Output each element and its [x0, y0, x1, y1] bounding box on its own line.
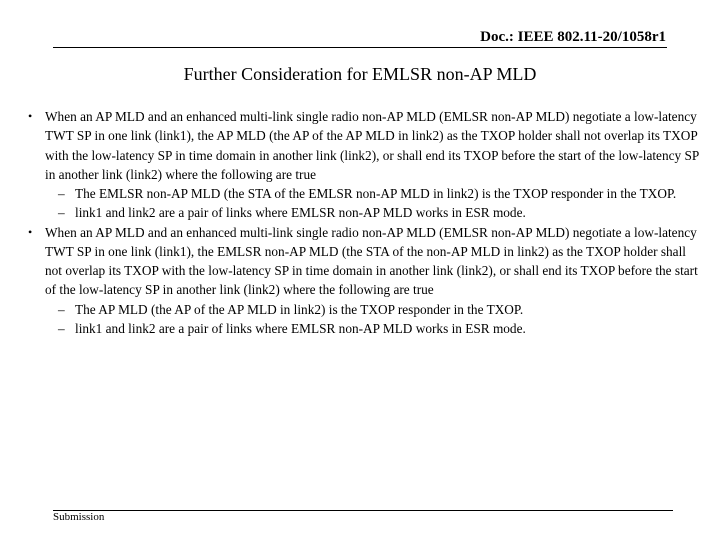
- bullet-marker: •: [28, 224, 33, 239]
- sub-bullet-marker: –: [58, 301, 65, 317]
- slide-content: [0, 107, 720, 338]
- bullet-item: [0, 107, 700, 184]
- footer-submission-label: Submission: [53, 511, 105, 523]
- header-divider: [53, 47, 667, 48]
- sub-bullet-item: [0, 184, 700, 203]
- slide-title: Further Consideration for EMLSR non-AP MLD: [183, 64, 537, 84]
- sub-bullet-marker: –: [58, 186, 65, 201]
- sub-bullet-text: The AP MLD (the AP of the AP MLD in link2) is the TXOP responder in the TXOP.: [75, 301, 524, 317]
- sub-bullet-text: link1 and link2 are a pair of links where EMLSR non-AP MLD works in ESR mode.: [75, 205, 526, 221]
- document-id: Doc.: IEEE 802.11-20/1058r1: [480, 29, 666, 45]
- bullet-marker: •: [28, 109, 33, 123]
- bullet-text: When an AP MLD and an enhanced multi-link single radio non-AP MLD (EMLSR non-AP MLD) negotiate a low-latency TWT SP in one link (link1), the EMLSR non-AP MLD (the STA of the non-AP MLD in link2) as the TXOP holder shall not overlap its TXOP with the low-latency SP in time domain in another link (link2), or shall end its TXOP before the start of the low-latency SP in another link (link2) where the following are true: [45, 224, 698, 298]
- sub-bullet-text: The EMLSR non-AP MLD (the STA of the EMLSR non-AP MLD in link2) is the TXOP responder in the TXOP.: [75, 186, 677, 201]
- sub-bullet-text: link1 and link2 are a pair of links where EMLSR non-AP MLD works in ESR mode.: [75, 320, 526, 336]
- sub-bullet-marker: –: [58, 320, 65, 336]
- footer-divider: [53, 510, 673, 511]
- sub-bullet-marker: –: [58, 205, 65, 221]
- bullet-text: When an AP MLD and an enhanced multi-link single radio non-AP MLD (EMLSR non-AP MLD) negotiate a low-latency TWT SP in one link (link1), the AP MLD (the AP of the AP MLD in link2) as the TXOP holder shall not overlap its TXOP with the low-latency SP in time domain in another link (link2), or shall end its TXOP before the start of the low-latency SP in another link (link2) where the following are true: [45, 109, 699, 182]
- sub-bullet-item: [0, 319, 700, 338]
- sub-bullet-item: [0, 203, 700, 222]
- bullet-item: [0, 223, 700, 300]
- sub-bullet-item: [0, 300, 700, 319]
